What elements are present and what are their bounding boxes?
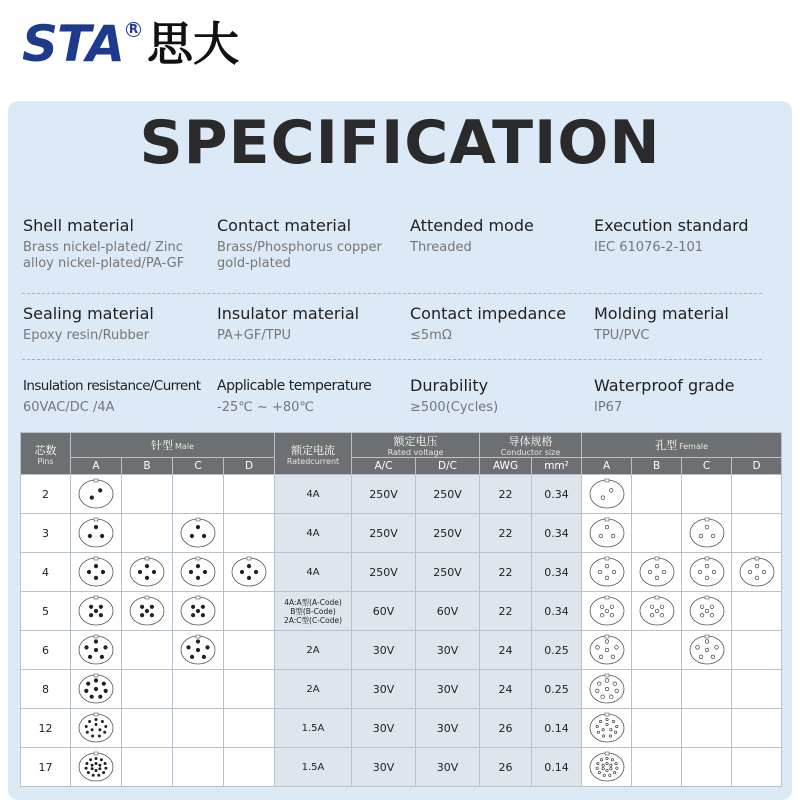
header-female-en: Female	[679, 442, 709, 451]
female-layout-cell-c	[682, 514, 732, 553]
voltage-ac-cell: 250V	[352, 553, 416, 592]
connector-pin-layout-icon	[76, 633, 116, 667]
rated-current-cell: 4A	[275, 514, 352, 553]
pin-count-cell: 6	[21, 631, 71, 670]
awg-cell: 22	[480, 592, 532, 631]
connector-pin-layout-icon	[229, 555, 269, 589]
male-layout-cell-c	[173, 553, 224, 592]
female-layout-cell-d	[732, 631, 782, 670]
male-layout-cell-a	[71, 670, 122, 709]
female-layout-cell-c	[682, 748, 732, 787]
connector-pin-layout-icon	[76, 672, 116, 706]
voltage-ac-cell: 30V	[352, 670, 416, 709]
subheader-female-d: D	[732, 458, 782, 475]
spec-value: Brass nickel-plated/ Zinc alloy nickel-plated/PA-GF	[23, 240, 185, 271]
spec-durability	[410, 376, 590, 416]
voltage-ac-cell: 250V	[352, 475, 416, 514]
male-layout-cell-b	[122, 709, 173, 748]
connector-pin-layout-icon	[587, 633, 627, 667]
logo-text: STA	[22, 15, 124, 73]
female-layout-cell-c	[682, 709, 732, 748]
female-layout-cell-a	[582, 592, 632, 631]
connector-pin-layout-icon	[637, 594, 677, 628]
logo-chinese-name: 思大	[146, 17, 239, 71]
female-layout-cell-a	[582, 514, 632, 553]
mm2-cell: 0.34	[532, 475, 582, 514]
male-layout-cell-d	[224, 475, 275, 514]
spec-label: Execution standard	[594, 216, 749, 235]
header-voltage-en: Rated voltage	[387, 448, 444, 457]
header-current-en: Ratedcurrent	[286, 456, 340, 466]
spec-value: -25℃ ~ +80℃	[217, 400, 315, 415]
spec-molding-material	[594, 304, 784, 344]
rated-current-cell: 1.5A	[275, 748, 352, 787]
pin-count-cell: 2	[21, 475, 71, 514]
male-layout-cell-c	[173, 592, 224, 631]
male-layout-cell-c	[173, 670, 224, 709]
female-layout-cell-a	[582, 748, 632, 787]
subheader-male-a: A	[71, 458, 122, 475]
connector-pin-layout-icon	[178, 555, 218, 589]
male-layout-cell-b	[122, 514, 173, 553]
header-conductor-cn: 导体规格	[508, 435, 553, 448]
connector-pin-layout-icon	[127, 594, 167, 628]
spec-contact-impedance	[410, 304, 590, 344]
spec-insulation-resistance	[23, 376, 213, 416]
female-layout-cell-a	[582, 553, 632, 592]
brand-logo	[22, 14, 239, 74]
subheader-male-c: C	[173, 458, 224, 475]
connector-pin-layout-icon	[687, 633, 727, 667]
male-layout-cell-d	[224, 592, 275, 631]
rated-current-line: B型(B-Code)	[290, 606, 336, 616]
spec-label: Molding material	[594, 304, 729, 323]
male-layout-cell-b	[122, 748, 173, 787]
subheader-female-b: B	[632, 458, 682, 475]
female-layout-cell-b	[632, 475, 682, 514]
awg-cell: 22	[480, 553, 532, 592]
connector-pin-layout-icon	[587, 594, 627, 628]
table-row	[21, 670, 782, 709]
voltage-dc-cell: 30V	[416, 709, 480, 748]
female-layout-cell-c	[682, 475, 732, 514]
table-row	[21, 592, 782, 631]
pin-count-cell: 12	[21, 709, 71, 748]
connector-pin-layout-icon	[178, 633, 218, 667]
header-conductor	[480, 433, 582, 458]
female-layout-cell-d	[732, 592, 782, 631]
male-layout-cell-d	[224, 514, 275, 553]
spec-value: 60VAC/DC /4A	[23, 400, 115, 415]
pin-count-cell: 8	[21, 670, 71, 709]
spec-waterproof-grade	[594, 376, 784, 416]
male-layout-cell-c	[173, 748, 224, 787]
spec-label: Attended mode	[410, 216, 534, 235]
voltage-dc-cell: 250V	[416, 514, 480, 553]
male-layout-cell-a	[71, 553, 122, 592]
table-row	[21, 748, 782, 787]
male-layout-cell-c	[173, 475, 224, 514]
voltage-dc-cell: 60V	[416, 592, 480, 631]
voltage-ac-cell: 30V	[352, 748, 416, 787]
rated-current-line: 4A:A型(A-Code)	[284, 597, 342, 607]
spec-label: Shell material	[23, 216, 134, 235]
voltage-ac-cell: 30V	[352, 631, 416, 670]
awg-cell: 22	[480, 475, 532, 514]
pin-count-cell: 4	[21, 553, 71, 592]
rated-current-cell: 4A	[275, 553, 352, 592]
header-female	[582, 433, 782, 458]
connector-pin-layout-icon	[178, 594, 218, 628]
spec-shell-material	[23, 216, 203, 272]
connector-pin-layout-icon	[76, 516, 116, 550]
spec-value: IP67	[594, 400, 623, 415]
female-layout-cell-c	[682, 670, 732, 709]
pin-spec-table	[20, 432, 782, 787]
mm2-cell: 0.25	[532, 631, 582, 670]
spec-value: PA+GF/TPU	[217, 328, 292, 343]
female-layout-cell-d	[732, 475, 782, 514]
connector-pin-layout-icon	[737, 555, 777, 589]
mm2-cell: 0.34	[532, 514, 582, 553]
header-current	[275, 433, 352, 475]
spec-label: Sealing material	[23, 304, 154, 323]
header-conductor-en: Conductor size	[500, 448, 561, 457]
spec-label: Waterproof grade	[594, 376, 735, 395]
mm2-cell: 0.25	[532, 670, 582, 709]
male-layout-cell-b	[122, 475, 173, 514]
connector-pin-layout-icon	[587, 555, 627, 589]
spec-label: Applicable temperature	[217, 378, 372, 394]
male-layout-cell-d	[224, 553, 275, 592]
awg-cell: 26	[480, 748, 532, 787]
spec-value: IEC 61076-2-101	[594, 240, 704, 255]
connector-pin-layout-icon	[127, 555, 167, 589]
pin-count-cell: 17	[21, 748, 71, 787]
male-layout-cell-b	[122, 553, 173, 592]
voltage-ac-cell: 250V	[352, 514, 416, 553]
header-pins-cn: 芯数	[34, 443, 57, 457]
female-layout-cell-d	[732, 670, 782, 709]
female-layout-cell-c	[682, 631, 732, 670]
rated-current-cell: 2A	[275, 631, 352, 670]
spec-label: Insulation resistance/Current	[23, 378, 201, 394]
header-current-cn: 额定电流	[291, 443, 336, 457]
male-layout-cell-d	[224, 748, 275, 787]
pin-count-cell: 5	[21, 592, 71, 631]
rated-current-cell: 2A	[275, 670, 352, 709]
female-layout-cell-a	[582, 475, 632, 514]
connector-pin-layout-icon	[687, 594, 727, 628]
spec-label: Contact impedance	[410, 304, 567, 323]
connector-pin-layout-icon	[687, 555, 727, 589]
header-pins-en: Pins	[37, 456, 54, 466]
female-layout-cell-d	[732, 553, 782, 592]
mm2-cell: 0.14	[532, 748, 582, 787]
rated-current-multiline	[275, 598, 351, 625]
connector-pin-layout-icon	[76, 477, 116, 511]
connector-pin-layout-icon	[587, 750, 627, 784]
female-layout-cell-c	[682, 592, 732, 631]
table-row	[21, 553, 782, 592]
male-layout-cell-c	[173, 709, 224, 748]
male-layout-cell-a	[71, 514, 122, 553]
table-row	[21, 475, 782, 514]
spec-execution-standard	[594, 216, 784, 256]
awg-cell: 24	[480, 670, 532, 709]
male-layout-cell-b	[122, 670, 173, 709]
spec-label: Contact material	[217, 216, 352, 235]
subheader-dc: D/C	[416, 458, 480, 475]
female-layout-cell-b	[632, 748, 682, 787]
voltage-ac-cell: 60V	[352, 592, 416, 631]
male-layout-cell-d	[224, 670, 275, 709]
awg-cell: 24	[480, 631, 532, 670]
voltage-dc-cell: 30V	[416, 670, 480, 709]
connector-pin-layout-icon	[76, 711, 116, 745]
subheader-female-a: A	[582, 458, 632, 475]
female-layout-cell-b	[632, 514, 682, 553]
header-voltage	[352, 433, 480, 458]
rated-current-line: 2A:C型(C-Code)	[284, 615, 343, 625]
male-layout-cell-b	[122, 592, 173, 631]
male-layout-cell-a	[71, 631, 122, 670]
voltage-dc-cell: 30V	[416, 631, 480, 670]
female-layout-cell-d	[732, 748, 782, 787]
female-layout-cell-d	[732, 709, 782, 748]
female-layout-cell-b	[632, 670, 682, 709]
female-layout-cell-b	[632, 553, 682, 592]
spec-attended-mode	[410, 216, 580, 256]
page-title: SPECIFICATION	[139, 108, 661, 178]
table-row	[21, 631, 782, 670]
spec-contact-material	[217, 216, 397, 272]
male-layout-cell-b	[122, 631, 173, 670]
mm2-cell: 0.34	[532, 592, 582, 631]
spec-sealing-material	[23, 304, 203, 344]
male-layout-cell-a	[71, 748, 122, 787]
subheader-awg: AWG	[480, 458, 532, 475]
male-layout-cell-d	[224, 709, 275, 748]
subheader-female-c: C	[682, 458, 732, 475]
spec-value: Threaded	[410, 240, 472, 255]
subheader-male-d: D	[224, 458, 275, 475]
header-male-cn: 针型	[151, 439, 174, 452]
connector-pin-layout-icon	[637, 555, 677, 589]
rated-current-cell: 4A	[275, 475, 352, 514]
header-male-en: Male	[175, 442, 194, 451]
voltage-dc-cell: 30V	[416, 748, 480, 787]
connector-pin-layout-icon	[76, 555, 116, 589]
awg-cell: 22	[480, 514, 532, 553]
female-layout-cell-a	[582, 670, 632, 709]
spec-applicable-temperature	[217, 376, 407, 416]
spec-insulator-material	[217, 304, 397, 344]
connector-pin-layout-icon	[178, 516, 218, 550]
connector-pin-layout-icon	[76, 750, 116, 784]
registered-mark: R	[126, 22, 141, 37]
spec-value: ≤5mΩ	[410, 328, 452, 343]
connector-pin-layout-icon	[76, 594, 116, 628]
voltage-dc-cell: 250V	[416, 475, 480, 514]
connector-pin-layout-icon	[587, 711, 627, 745]
connector-pin-layout-icon	[587, 516, 627, 550]
mm2-cell: 0.14	[532, 709, 582, 748]
pin-count-cell: 3	[21, 514, 71, 553]
spec-label: Insulator material	[217, 304, 360, 323]
header-pins	[21, 433, 71, 475]
female-layout-cell-b	[632, 592, 682, 631]
divider	[22, 359, 762, 360]
male-layout-cell-c	[173, 514, 224, 553]
mm2-cell: 0.34	[532, 553, 582, 592]
rated-current-cell: 1.5A	[275, 709, 352, 748]
subheader-male-b: B	[122, 458, 173, 475]
male-layout-cell-a	[71, 709, 122, 748]
connector-pin-layout-icon	[687, 516, 727, 550]
header-voltage-cn: 额定电压	[393, 435, 438, 448]
header-female-cn: 孔型	[655, 439, 678, 452]
female-layout-cell-b	[632, 631, 682, 670]
header-male	[71, 433, 275, 458]
table-row	[21, 709, 782, 748]
spec-value: ≥500(Cycles)	[410, 400, 499, 415]
subheader-mm2: mm²	[532, 458, 582, 475]
voltage-ac-cell: 30V	[352, 709, 416, 748]
connector-pin-layout-icon	[587, 672, 627, 706]
awg-cell: 26	[480, 709, 532, 748]
spec-value: Brass/Phosphorus copper gold-plated	[217, 240, 382, 271]
divider	[22, 293, 762, 294]
spec-value: Epoxy resin/Rubber	[23, 328, 150, 343]
subheader-ac: A/C	[352, 458, 416, 475]
female-layout-cell-b	[632, 709, 682, 748]
female-layout-cell-d	[732, 514, 782, 553]
male-layout-cell-c	[173, 631, 224, 670]
spec-label: Durability	[410, 376, 489, 395]
rated-current-cell	[275, 592, 352, 631]
female-layout-cell-c	[682, 553, 732, 592]
male-layout-cell-a	[71, 592, 122, 631]
voltage-dc-cell: 250V	[416, 553, 480, 592]
female-layout-cell-a	[582, 631, 632, 670]
male-layout-cell-d	[224, 631, 275, 670]
spec-value: TPU/PVC	[594, 328, 650, 343]
table-row	[21, 514, 782, 553]
male-layout-cell-a	[71, 475, 122, 514]
connector-pin-layout-icon	[587, 477, 627, 511]
female-layout-cell-a	[582, 709, 632, 748]
